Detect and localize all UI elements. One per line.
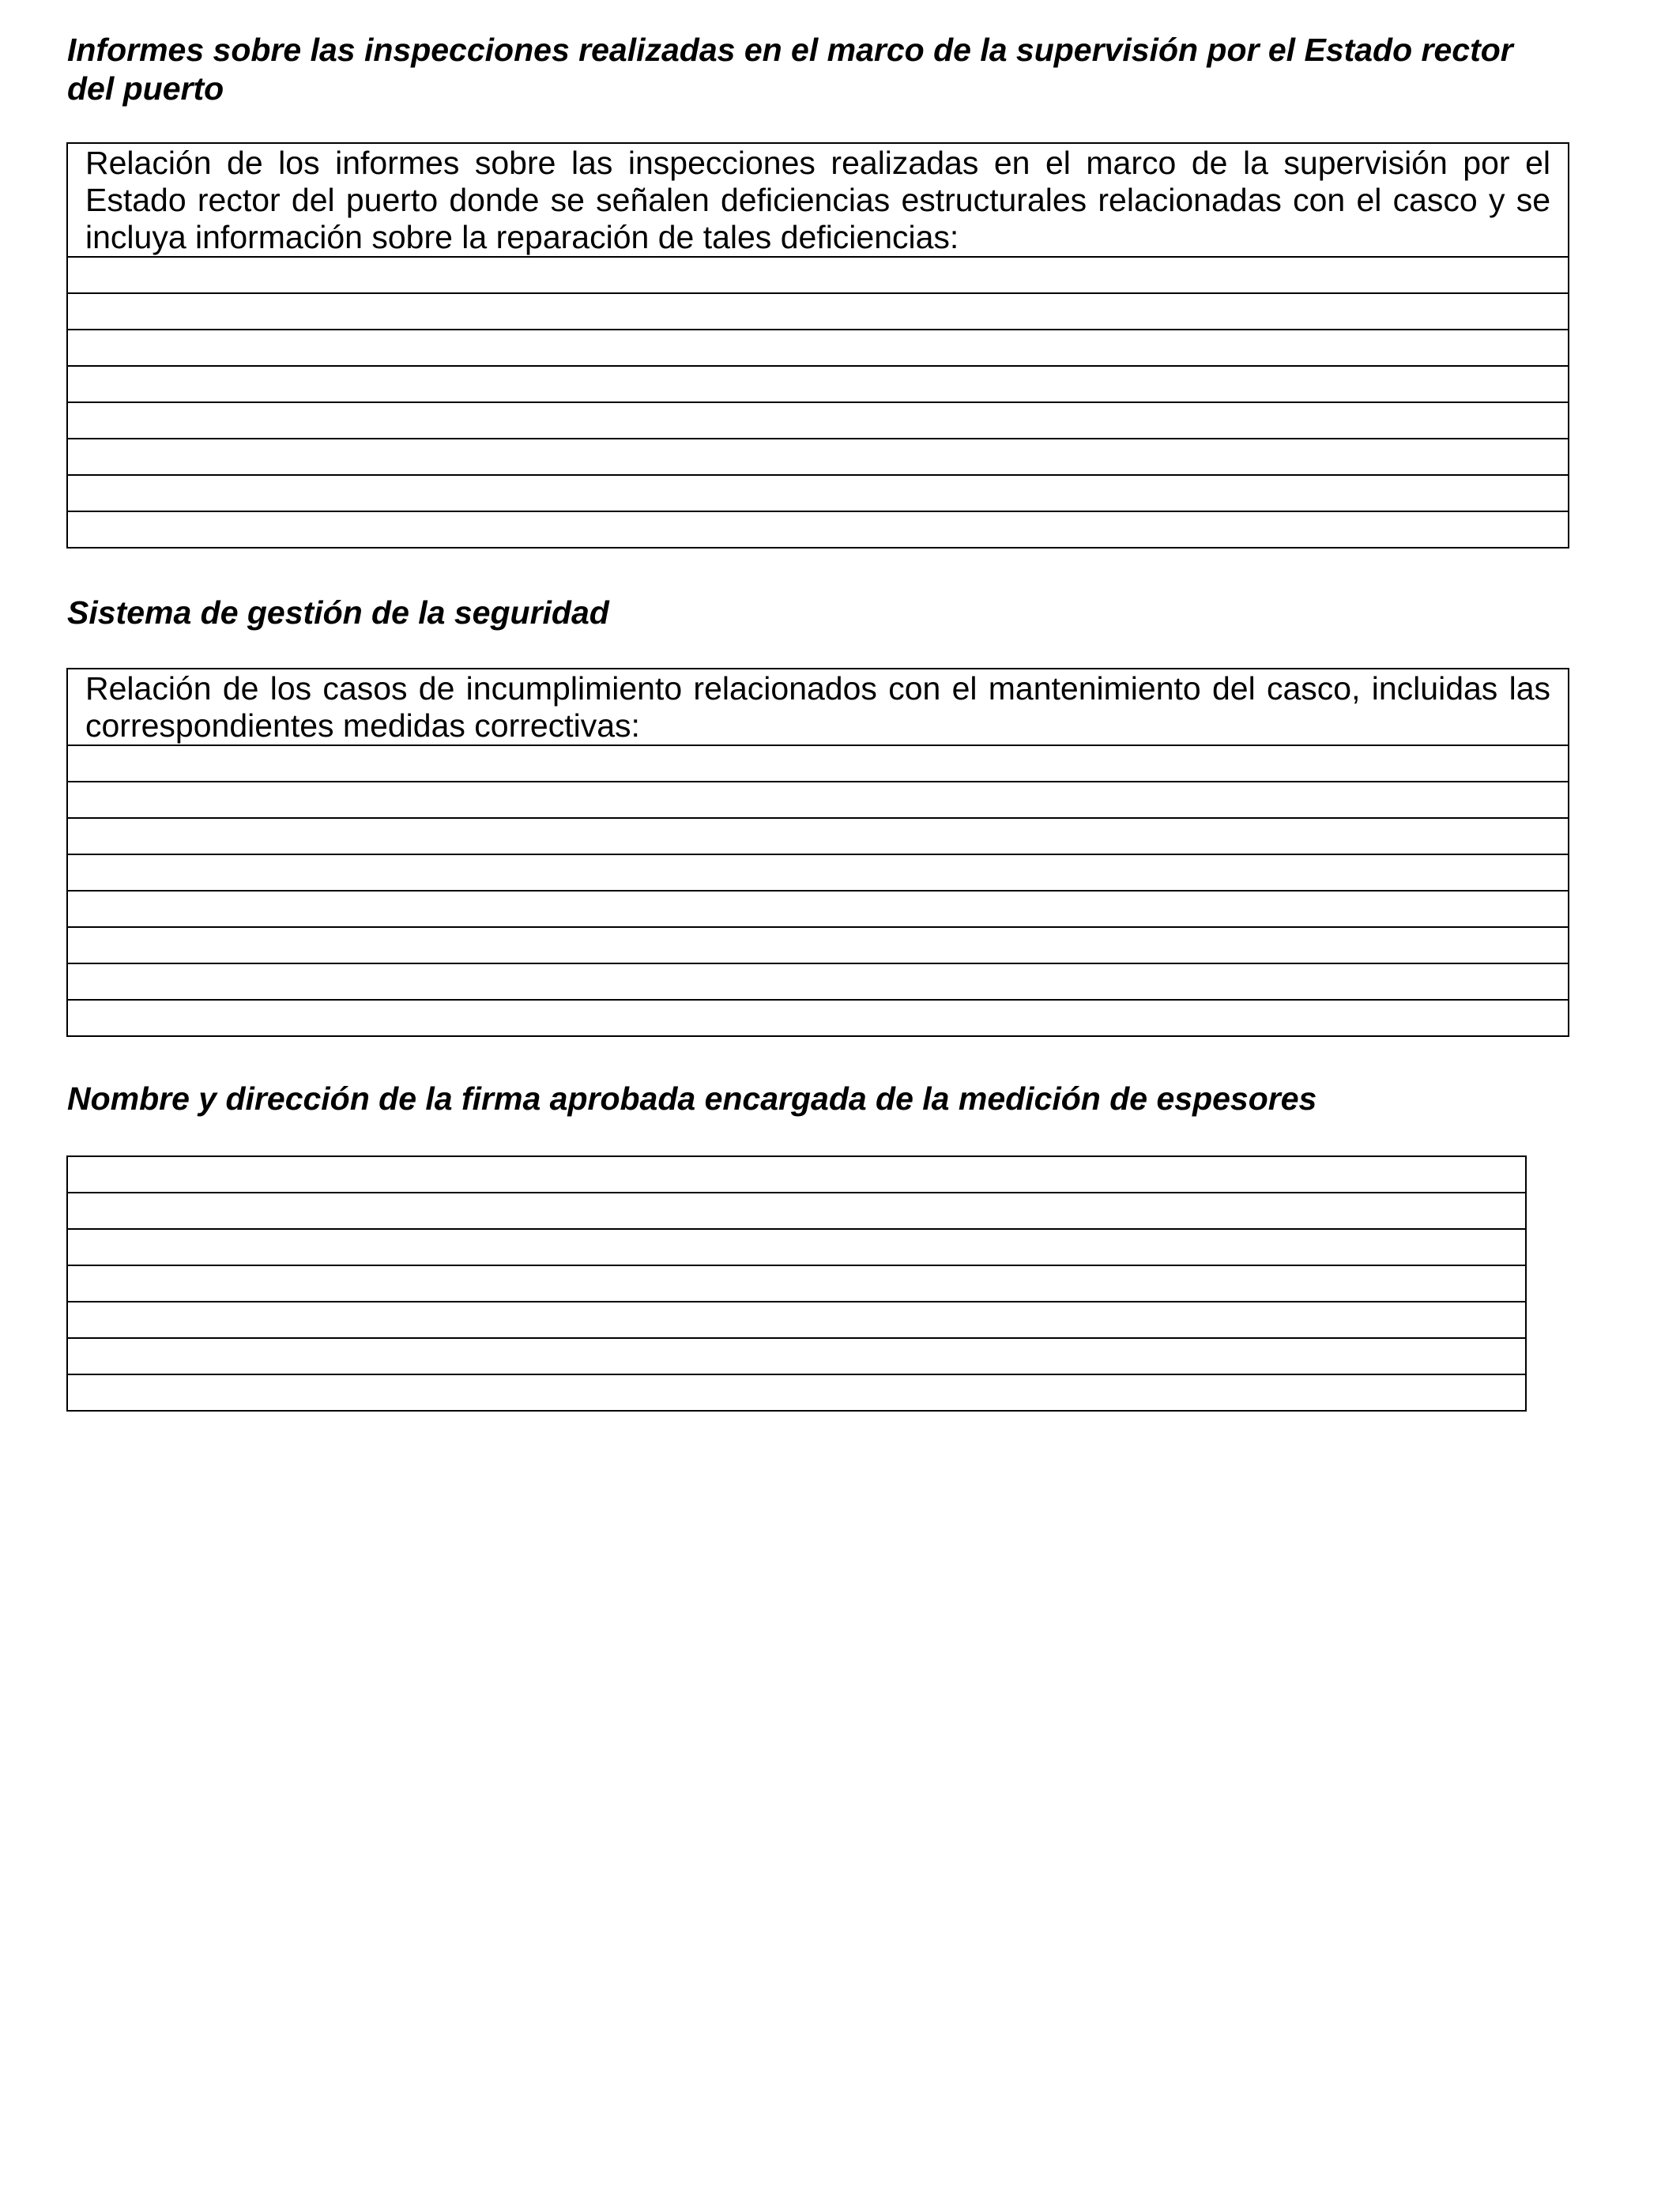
table-row	[67, 854, 1569, 891]
table-row	[67, 1338, 1526, 1374]
table-row	[67, 1229, 1526, 1265]
nonconformities-instructions: Relación de los casos de incumplimiento relacionados con el mantenimiento del casco, incluidas las correspondientes medidas correctivas:	[67, 669, 1569, 745]
blank-entry-line[interactable]	[67, 963, 1569, 1000]
blank-entry-line[interactable]	[67, 402, 1569, 439]
table-row	[67, 1374, 1526, 1411]
table-row	[67, 745, 1569, 782]
table-row	[67, 891, 1569, 927]
port-state-control-reports-instructions: Relación de los informes sobre las inspecciones realizadas en el marco de la supervisión por el Estado rector del puerto donde se señalen deficiencias estructurales relacionadas con el casco y se incluya información sobre la reparación de tales deficiencias:	[67, 143, 1569, 257]
table-row	[67, 1265, 1526, 1302]
blank-entry-line[interactable]	[67, 854, 1569, 891]
section-title-thickness-measurement-firm: Nombre y dirección de la firma aprobada encargada de la medición de espesores	[67, 1080, 1317, 1117]
table-row	[67, 1193, 1526, 1229]
blank-entry-line[interactable]	[67, 366, 1569, 402]
table-header-row	[67, 143, 1569, 257]
table-row	[67, 1302, 1526, 1338]
table-header-row	[67, 669, 1569, 745]
blank-entry-line[interactable]	[67, 1229, 1526, 1265]
section-title-port-state-control: Informes sobre las inspecciones realizadas en el marco de la supervisión por el Estado rector del puerto	[67, 32, 1513, 107]
blank-entry-line[interactable]	[67, 293, 1569, 330]
thickness-measurement-firm-table	[66, 1155, 1527, 1412]
table-row	[67, 1156, 1526, 1193]
blank-entry-line[interactable]	[67, 891, 1569, 927]
table-row	[67, 511, 1569, 548]
table-row	[67, 257, 1569, 293]
table-row	[67, 782, 1569, 818]
blank-entry-line[interactable]	[67, 1193, 1526, 1229]
table-row	[67, 818, 1569, 854]
nonconformities-table	[66, 668, 1569, 1037]
table-row	[67, 293, 1569, 330]
blank-entry-line[interactable]	[67, 745, 1569, 782]
table-row	[67, 330, 1569, 366]
table-row	[67, 927, 1569, 963]
blank-entry-line[interactable]	[67, 1302, 1526, 1338]
blank-entry-line[interactable]	[67, 818, 1569, 854]
table-row	[67, 475, 1569, 511]
blank-entry-line[interactable]	[67, 782, 1569, 818]
port-state-control-reports-table	[66, 142, 1569, 548]
blank-entry-line[interactable]	[67, 927, 1569, 963]
blank-entry-line[interactable]	[67, 257, 1569, 293]
section-title-safety-management-system: Sistema de gestión de la seguridad	[67, 594, 609, 631]
table-row	[67, 402, 1569, 439]
blank-entry-line[interactable]	[67, 1374, 1526, 1411]
table-row	[67, 366, 1569, 402]
blank-entry-line[interactable]	[67, 1265, 1526, 1302]
table-row	[67, 439, 1569, 475]
blank-entry-line[interactable]	[67, 330, 1569, 366]
table-row	[67, 1000, 1569, 1036]
table-row	[67, 963, 1569, 1000]
blank-entry-line[interactable]	[67, 439, 1569, 475]
blank-entry-line[interactable]	[67, 475, 1569, 511]
blank-entry-line[interactable]	[67, 511, 1569, 548]
blank-entry-line[interactable]	[67, 1156, 1526, 1193]
blank-entry-line[interactable]	[67, 1338, 1526, 1374]
blank-entry-line[interactable]	[67, 1000, 1569, 1036]
